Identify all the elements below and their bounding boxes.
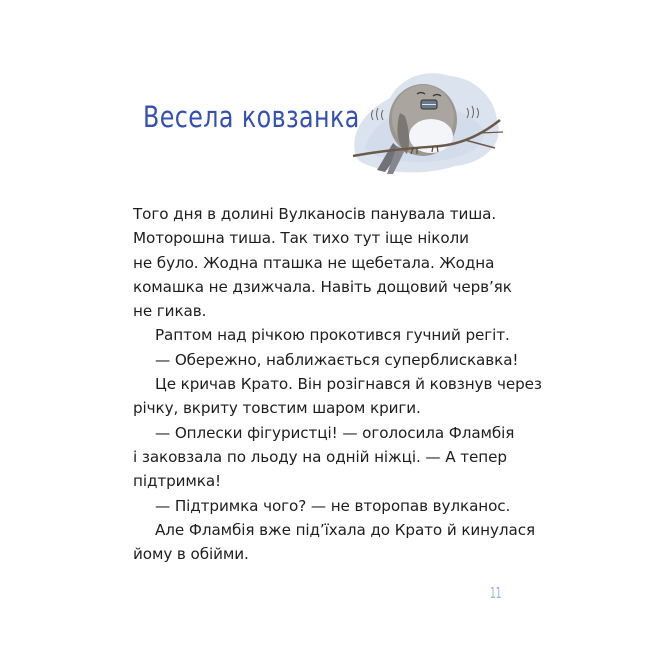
text-line: Це кричав Крато. Він розігнався й ковзнув через <box>155 375 542 394</box>
text-line: — Оплески фігуристці! — оголосила Фламбія <box>155 423 515 442</box>
text-line: Раптом над річкою прокотився гучний регіт. <box>155 326 510 345</box>
text-line: — Підтримка чого? — не второпав вулканос. <box>155 496 511 515</box>
page-number: 11 <box>490 584 502 602</box>
bird-illustration-icon <box>345 58 510 183</box>
text-line: і заковзала по льоду на одній ніжці. — А тепер <box>133 447 507 466</box>
text-line: річку, вкриту товстим шаром криги. <box>133 399 421 418</box>
text-line: комашка не дзижчала. Навіть дощовий черв’як <box>133 277 512 296</box>
text-line: — Обережно, наближається суперблискавка! <box>155 350 519 369</box>
text-line: Але Фламбія вже під’їхала до Крато й кинулася <box>155 520 535 539</box>
text-line: Того дня в долині Вулканосів панувала тиша. <box>133 205 497 223</box>
chapter-title: Весела ковзанка <box>143 100 360 134</box>
text-line: не гикав. <box>133 302 207 321</box>
text-line: йому в обійми. <box>133 545 249 564</box>
text-line: Моторошна тиша. Так тихо тут іще ніколи <box>133 229 469 248</box>
text-line: підтримка! <box>133 472 222 491</box>
text-line: не було. Жодна пташка не щебетала. Жодна <box>133 253 495 272</box>
story-text <box>133 202 542 566</box>
